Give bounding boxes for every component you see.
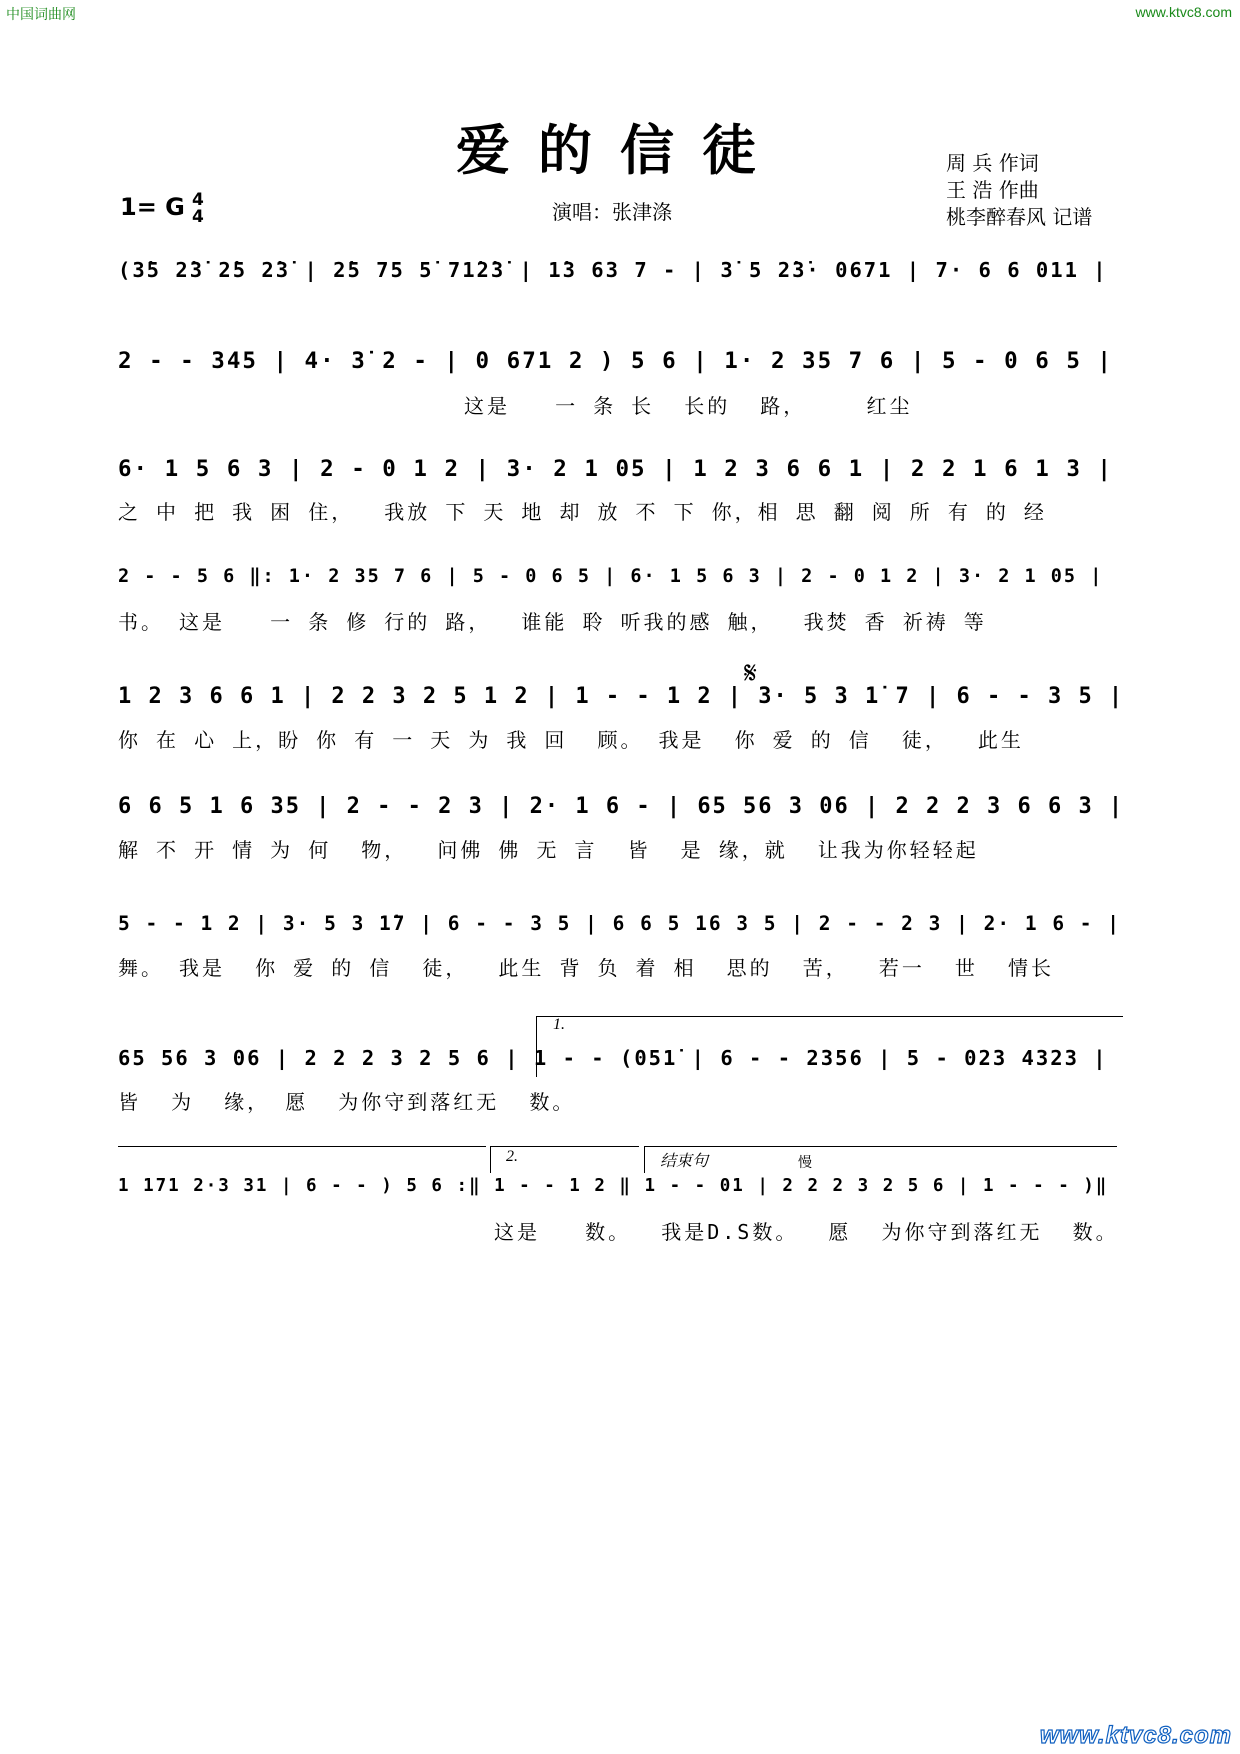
song-title: 爱的信徒 xyxy=(456,118,784,182)
transcriber-credit: 桃李醉春风 记谱 xyxy=(946,205,1093,229)
notation-line: 1 171 2·3 31 | 6 - - ) 5 6 :‖ 1 - - 1 2 ‖ 1 - - 01 | 2 2 2 3 2 5 6 | 1 - - - )‖ xyxy=(118,1176,1109,1196)
time-signature xyxy=(192,192,204,226)
meter-bottom: 4 xyxy=(192,207,204,227)
segno-sign: 𝄋 xyxy=(744,656,757,691)
notation-line: (3̇5 2̇3̇ 2̇5 2̇3̇ | 2̇5 75 5̇ 71̇2̇3̇ | 1̇3 63 7 - | 3̇ 5 2̇3̇· 0671 | 7· 6 6 011 | xyxy=(118,258,1108,282)
site-watermark-top-left: 中国词曲网 xyxy=(6,6,76,22)
ending-phrase-label: 结束句 xyxy=(660,1153,709,1170)
lyric-line: 之 中 把 我 困 住， 我放 下 天 地 却 放 不 下 你，相 思 翻 阅 所 有 的 经 xyxy=(118,500,1047,524)
lyric-line: 这是 一 条 长 长的 路， 红尘 xyxy=(118,394,913,418)
ending-phrase-bracket xyxy=(644,1146,1117,1173)
composer-credit: 王 浩 作曲 xyxy=(946,178,1039,202)
credits-block xyxy=(946,150,1092,231)
notation-line: 5 - - 1 2 | 3· 5 3 1̇7 | 6 - - 3 5 | 6 6 5 16 3 5 | 2 - - 2 3 | 2· 1 6 - | xyxy=(118,912,1122,935)
key-signature: 1= G xyxy=(120,193,185,221)
lyricist-credit: 周 兵 作词 xyxy=(946,151,1039,175)
lyric-line: 书。 这是 一 条 修 行的 路， 谁能 聆 听我的感 触， 我焚 香 祈祷 等 xyxy=(118,610,987,634)
phrase-bracket xyxy=(118,1146,486,1147)
lyric-line: 皆 为 缘， 愿 为你守到落红无 数。 xyxy=(118,1090,576,1114)
lyric-line: 你 在 心 上，盼 你 有 一 天 为 我 回 顾。 我是 你 爱 的 信 徒， 此生 xyxy=(118,728,1024,752)
notation-line: 6· 1 5 6 3 | 2 - 0 1 2 | 3· 2 1 05 | 1 2 3 6 6 1 | 2 2 1 6 1 3 | xyxy=(118,456,1113,482)
site-watermark-bottom-right: www.ktvc8.com xyxy=(1039,1722,1232,1749)
notation-line: 1 2 3 6 6 1 | 2 2 3 2 5 1 2 | 1 - - 1 2 | 3· 5 3 1̇ 7 | 6 - - 3 5 | xyxy=(118,684,1125,709)
lyric-line: 这是 数。 我是D.S数。 愿 为你守到落红无 数。 xyxy=(118,1220,1119,1244)
notation-line: 2 - - 5 6 ‖: 1· 2 35 7 6 | 5 - 0 6 5 | 6· 1 5 6 3 | 2 - 0 1 2 | 3· 2 1 05 | xyxy=(118,566,1104,587)
lyric-line: 舞。 我是 你 爱 的 信 徒， 此生 背 负 着 相 思的 苦， 若一 世 情长 xyxy=(118,956,1054,980)
site-watermark-top-right: www.ktvc8.com xyxy=(1135,4,1232,20)
first-ending-label: 1. xyxy=(553,1016,565,1033)
notation-line: 2 - - 345 | 4· 3̇ 2 - | 0 671 2 ) 5 6 | 1· 2 35 7 6 | 5 - 0 6 5 | xyxy=(118,348,1113,374)
tempo-marking: 慢 xyxy=(798,1155,812,1171)
meter-top: 4 xyxy=(192,190,204,210)
second-ending-label: 2. xyxy=(506,1148,518,1165)
notation-line: 65 56 3 06 | 2 2 2 3 2 5 6 | 1 - - (051̇ | 6 - - 2356 | 5 - 023 4323 | xyxy=(118,1046,1108,1070)
lyric-line: 解 不 开 情 为 何 物， 问佛 佛 无 言 皆 是 缘，就 让我为你轻轻起 xyxy=(118,838,979,862)
notation-line: 6 6 5 1 6 35 | 2 - - 2 3 | 2· 1 6 - | 65 56 3 06 | 2 2 2 3 6 6 3 | xyxy=(118,794,1125,819)
singer-credit: 演唱：张津涤 xyxy=(552,200,672,224)
